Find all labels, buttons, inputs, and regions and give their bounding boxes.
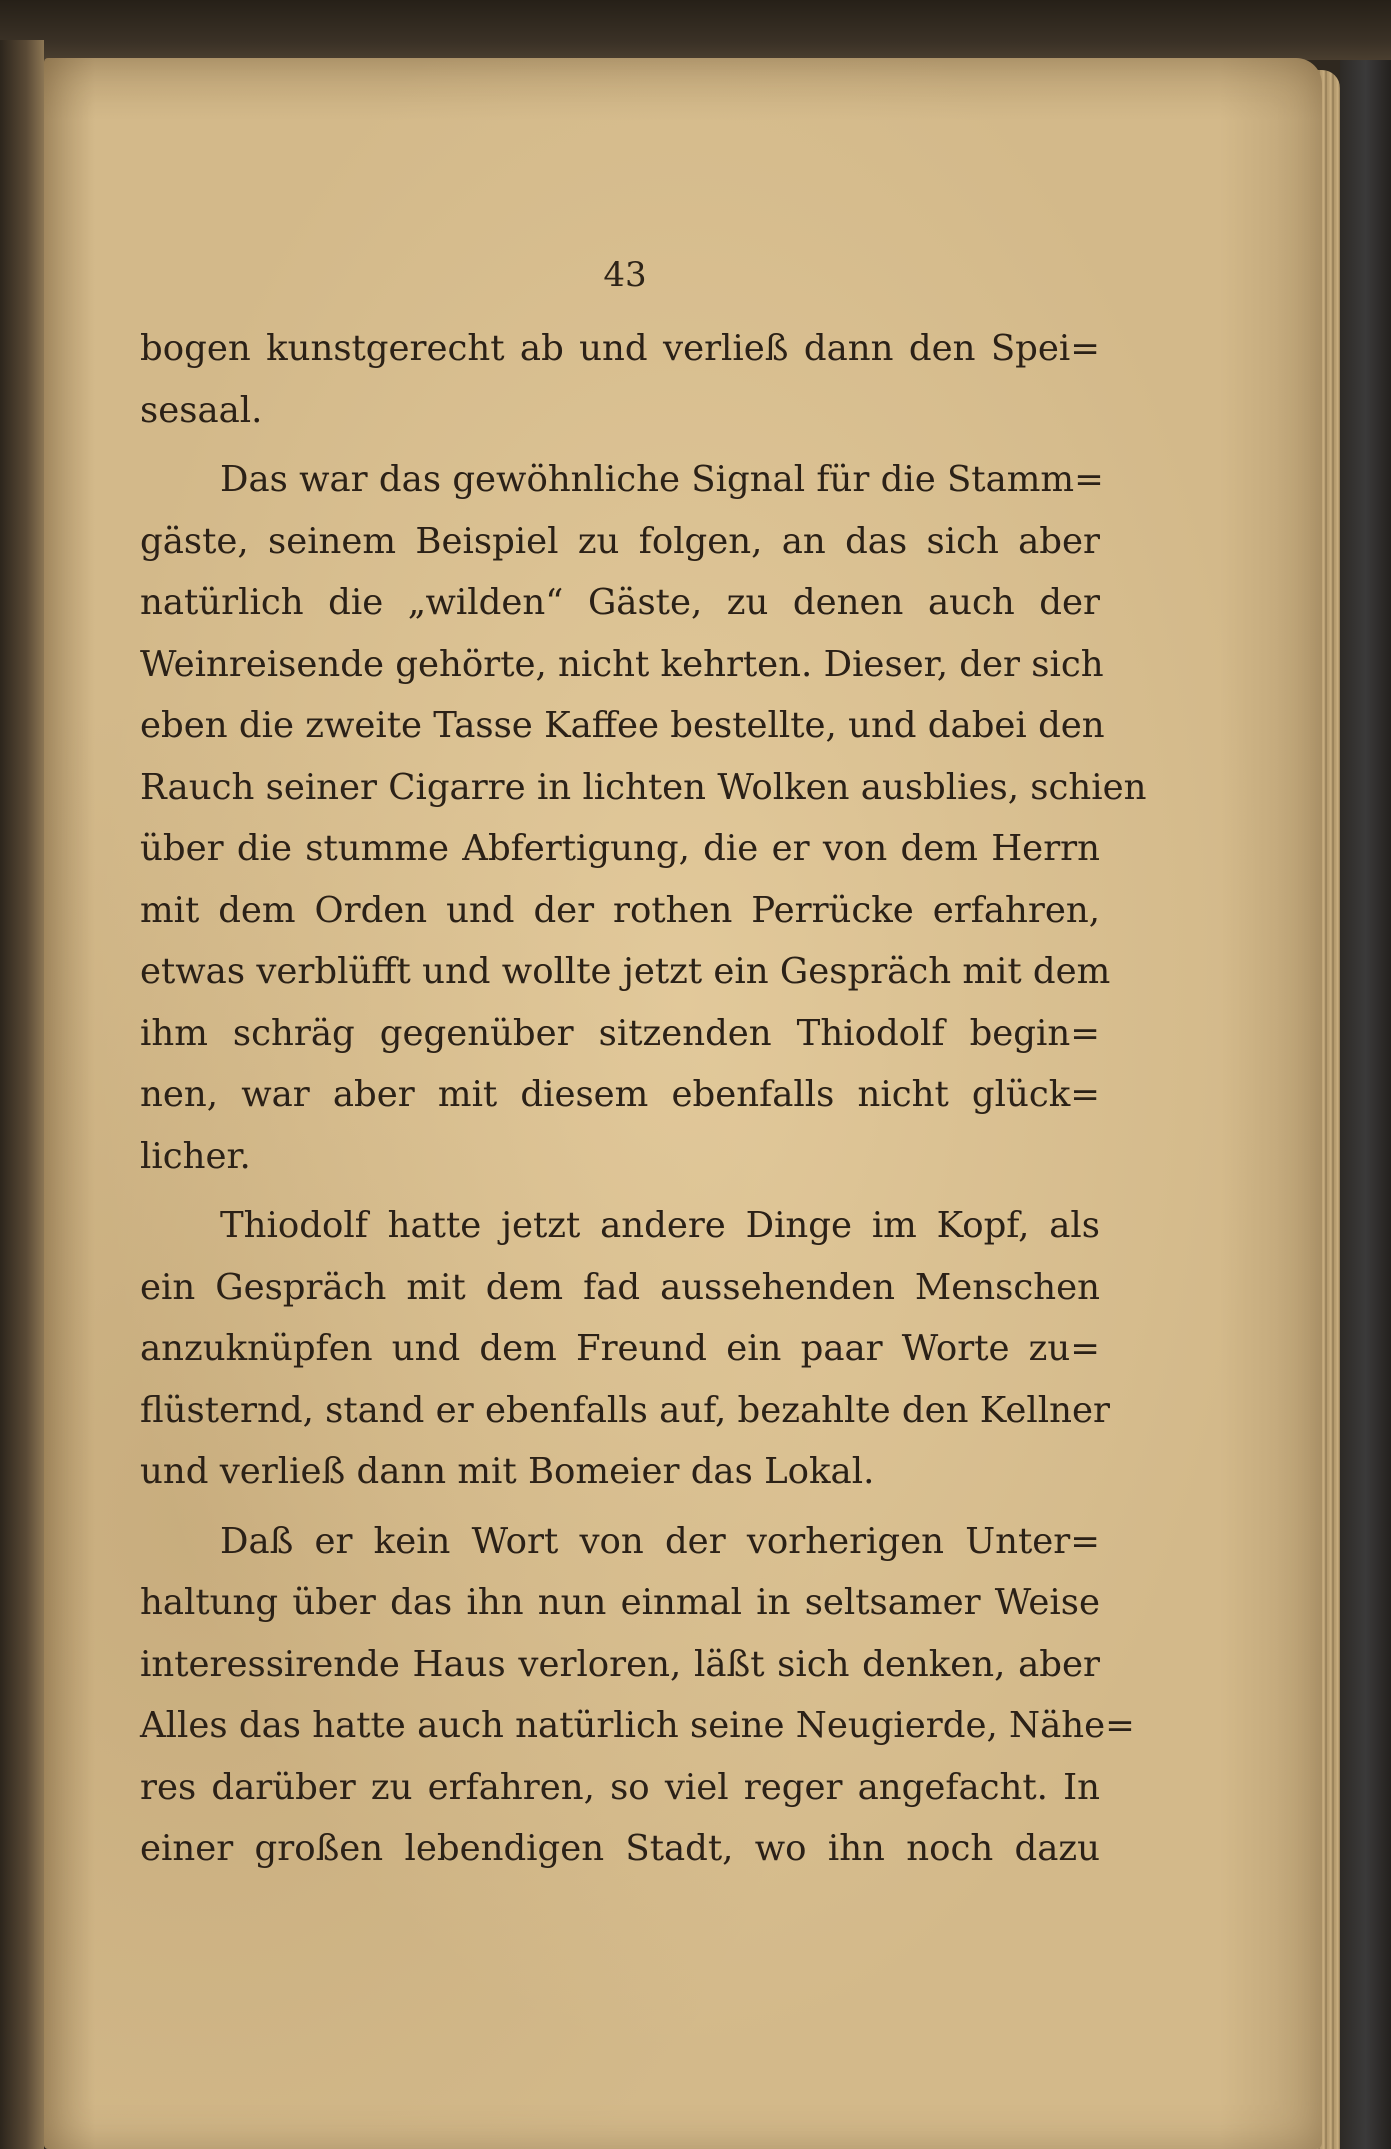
text-line: interessirende Haus verloren, läßt sich denken, aber (140, 1643, 1100, 1685)
text-line: Thiodolf hatte jetzt andere Dinge im Kopf, als (220, 1205, 1100, 1246)
book-cover-edge (1340, 60, 1391, 2149)
body-text (140, 318, 1147, 1880)
text-line: Alles das hatte auch natürlich seine Neugierde, Nähe= (140, 1705, 1135, 1746)
page-number: 43 (603, 255, 647, 295)
text-line: natürlich die „wilden“ Gäste, zu denen auch der (140, 582, 1100, 623)
text-line: nen, war aber mit diesem ebenfalls nicht glück= (140, 1074, 1100, 1115)
book-gutter (0, 40, 44, 2149)
text-line: sesaal. (140, 389, 263, 431)
text-line: eben die zweite Tasse Kaffee bestellte, und dabei den (140, 705, 1105, 746)
text-line: über die stumme Abfertigung, die er von dem Herrn (140, 828, 1100, 869)
text-line: einer großen lebendigen Stadt, wo ihn noch dazu (140, 1828, 1100, 1869)
paragraph-gap (140, 1503, 1100, 1511)
text-line: res darüber zu erfahren, so viel reger angefacht. In (140, 1766, 1100, 1808)
text-line: Das war das gewöhnliche Signal für die Stamm= (220, 459, 1104, 500)
text-line: und verließ dann mit Bomeier das Lokal. (140, 1451, 875, 1492)
book-top-edge (0, 0, 1391, 60)
paragraph-gap (140, 1187, 1100, 1195)
text-line: etwas verblüfft und wollte jetzt ein Gespräch mit dem (140, 951, 1111, 992)
paragraph-gap (140, 441, 1100, 449)
text-line: Weinreisende gehörte, nicht kehrten. Dieser, der sich (140, 643, 1104, 685)
text-line: anzuknüpfen und dem Freund ein paar Worte zu= (140, 1328, 1100, 1369)
text-line: ein Gespräch mit dem fad aussehenden Menschen (140, 1266, 1100, 1308)
text-line: bogen kunstgerecht ab und verließ dann den Spei= (140, 328, 1100, 369)
text-line: Daß er kein Wort von der vorherigen Unter= (220, 1520, 1100, 1562)
text-line: mit dem Orden und der rothen Perrücke erfahren, (140, 889, 1100, 931)
text-line: flüsternd, stand er ebenfalls auf, bezahlte den Kellner (140, 1389, 1110, 1431)
text-line: Rauch seiner Cigarre in lichten Wolken ausblies, schien (140, 766, 1147, 808)
text-line: licher. (140, 1135, 251, 1177)
text-line: gäste, seinem Beispiel zu folgen, an das sich aber (140, 520, 1100, 562)
text-line: haltung über das ihn nun einmal in seltsamer Weise (140, 1582, 1100, 1623)
text-line: ihm schräg gegenüber sitzenden Thiodolf begin= (140, 1012, 1100, 1054)
